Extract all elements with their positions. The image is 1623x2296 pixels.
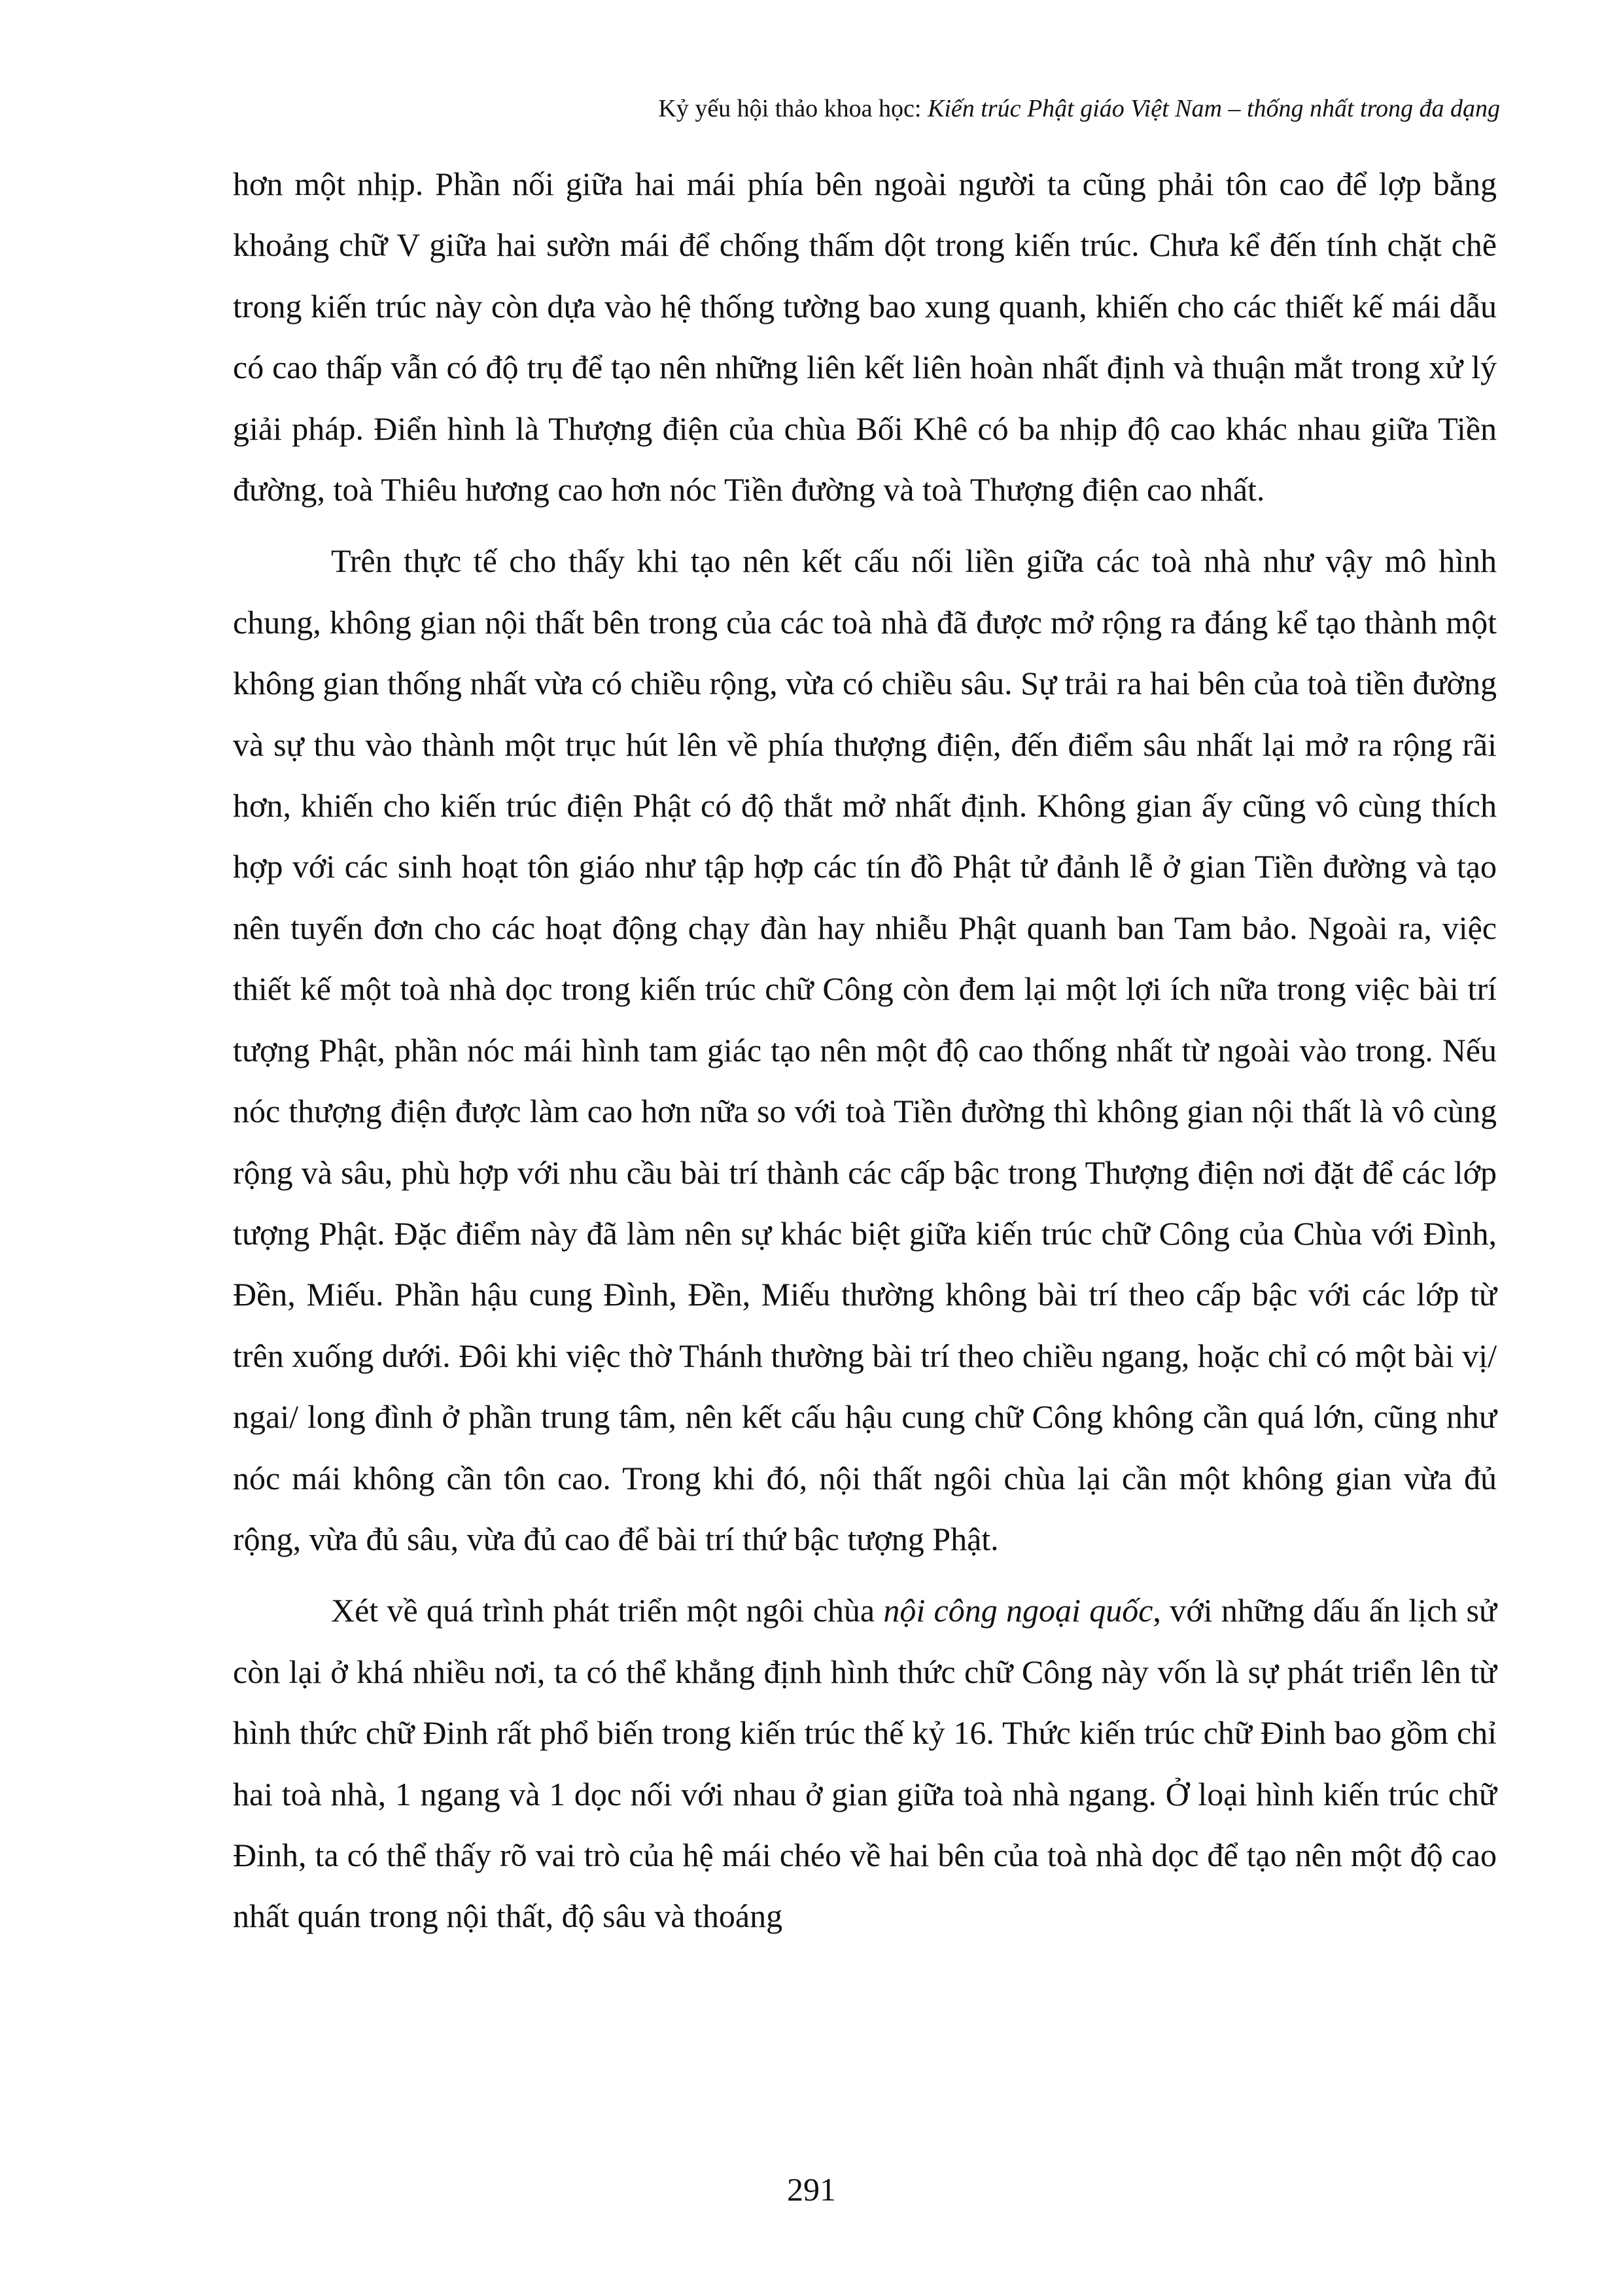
paragraph-3-rest: , với những dấu ấn lịch sử còn lại ở khá nhiều nơi, ta có thể khẳng định hình thức chữ Công này vốn là sự phát triển lên từ hình thức chữ Đinh rất phổ biến trong kiến trúc thế kỷ 16. Thức kiến trúc chữ Đinh bao gồm chỉ hai toà nhà, 1 ngang và 1 dọc nối với nhau ở gian giữa toà nhà ngang. Ở loại hình kiến trúc chữ Đinh, ta có thể thấy rõ vai trò của hệ mái chéo về hai bên của toà nhà dọc để tạo nên một độ cao nhất quán trong nội thất, độ sâu và thoáng: [233, 1592, 1497, 1935]
header-prefix: Kỷ yếu hội thảo khoa học:: [658, 95, 928, 122]
running-header: [658, 93, 1500, 124]
header-title: Kiến trúc Phật giáo Việt Nam – thống nhất trong đa dạng: [927, 95, 1500, 122]
page-number: 291: [787, 2171, 836, 2208]
paragraph-3-start: Xét về quá trình phát triển một ngôi chùa: [331, 1592, 884, 1629]
paragraph-3-italic-term: nội công ngoại quốc: [883, 1592, 1153, 1629]
paragraph-3: [233, 1580, 1497, 1947]
paragraph-2: Trên thực tế cho thấy khi tạo nên kết cấu nối liền giữa các toà nhà như vậy mô hình chung, không gian nội thất bên trong của các toà nhà đã được mở rộng ra đáng kể tạo thành một không gian thống nhất vừa có chiều rộng, vừa có chiều sâu. Sự trải ra hai bên của toà tiền đường và sự thu vào thành một trục hút lên về phía thượng điện, đến điểm sâu nhất lại mở ra rộng rãi hơn, khiến cho kiến trúc điện Phật có độ thắt mở nhất định. Không gian ấy cũng vô cùng thích hợp với các sinh hoạt tôn giáo như tập hợp các tín đồ Phật tử đảnh lễ ở gian Tiền đường và tạo nên tuyến đơn cho các hoạt động chạy đàn hay nhiễu Phật quanh ban Tam bảo. Ngoài ra, việc thiết kế một toà nhà dọc trong kiến trúc chữ Công còn đem lại một lợi ích nữa trong việc bài trí tượng Phật, phần nóc mái hình tam giác tạo nên một độ cao thống nhất từ ngoài vào trong. Nếu nóc thượng điện được làm cao hơn nữa so với toà Tiền đường thì không gian nội thất là vô cùng rộng và sâu, phù hợp với nhu cầu bài trí thành các cấp bậc trong Thượng điện nơi đặt để các lớp tượng Phật. Đặc điểm này đã làm nên sự khác biệt giữa kiến trúc chữ Công của Chùa với Đình, Đền, Miếu. Phần hậu cung Đình, Đền, Miếu thường không bài trí theo cấp bậc với các lớp từ trên xuống dưới. Đôi khi việc thờ Thánh thường bài trí theo chiều ngang, hoặc chỉ có một bài vị/ ngai/ long đình ở phần trung tâm, nên kết cấu hậu cung chữ Công không cần quá lớn, cũng như nóc mái không cần tôn cao. Trong khi đó, nội thất ngôi chùa lại cần một không gian vừa đủ rộng, vừa đủ sâu, vừa đủ cao để bài trí thứ bậc tượng Phật.: [233, 542, 1497, 1557]
paragraph-1: hơn một nhịp. Phần nối giữa hai mái phía bên ngoài người ta cũng phải tôn cao để lợp bằng khoảng chữ V giữa hai sườn mái để chống thấm dột trong kiến trúc. Chưa kể đến tính chặt chẽ trong kiến trúc này còn dựa vào hệ thống tường bao xung quanh, khiến cho các thiết kế mái dẫu có cao thấp vẫn có độ trụ để tạo nên những liên kết liên hoàn nhất định và thuận mắt trong xử lý giải pháp. Điển hình là Thượng điện của chùa Bối Khê có ba nhịp độ cao khác nhau giữa Tiền đường, toà Thiêu hương cao hơn nóc Tiền đường và toà Thượng điện cao nhất.: [233, 166, 1497, 508]
body-text: [233, 154, 1497, 1947]
